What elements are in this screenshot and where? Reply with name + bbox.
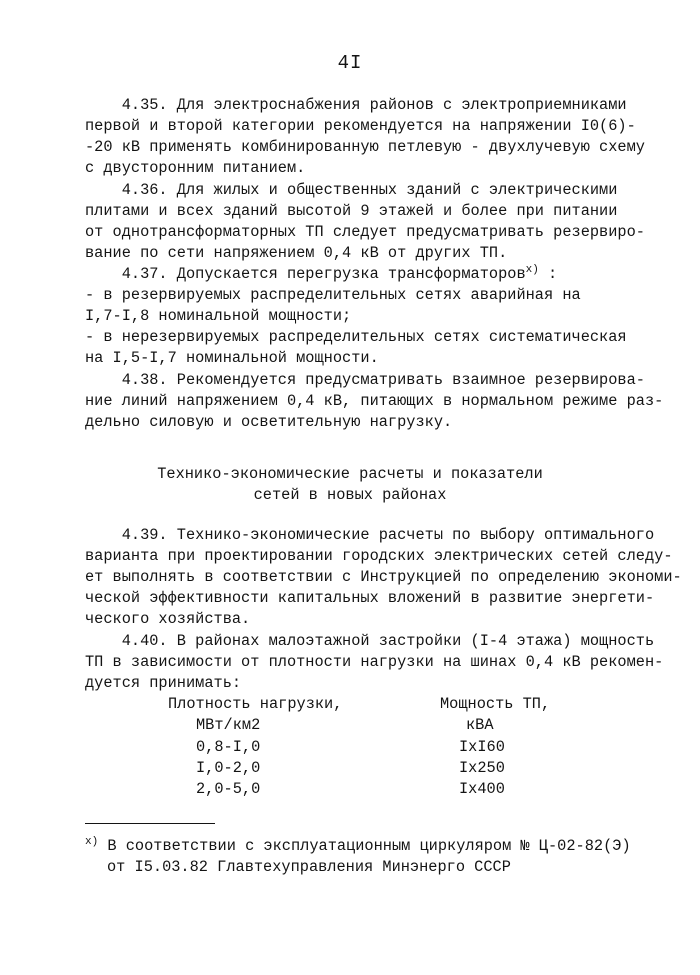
table-header-power-unit: кВА bbox=[466, 716, 494, 734]
p437-line-2: - в резервируемых распределительных сетях аварийная на bbox=[85, 286, 581, 304]
p439-line-3: ет выполнять в соответствии с Инструкцией по определению экономи- bbox=[85, 568, 682, 586]
p438-line-2: ние линий напряжением 0,4 кВ, питающих в нормальном режиме раз- bbox=[85, 392, 664, 410]
table-cell-density: I,0-2,0 bbox=[196, 759, 261, 777]
footnote-line-2: от I5.03.82 Главтехуправления Минэнерго СССР bbox=[107, 858, 511, 876]
p436-line-3: от однотрансформаторных ТП следует предусматривать резервиро- bbox=[85, 223, 645, 241]
p435-line-1: 4.35. Для электроснабжения районов с электроприемниками bbox=[85, 96, 627, 114]
p437-line-3: I,7-I,8 номинальной мощности; bbox=[85, 307, 352, 325]
p439-line-5: ческого хозяйства. bbox=[85, 610, 251, 628]
p436-line-4: вание по сети напряжением 0,4 кВ от других ТП. bbox=[85, 244, 508, 262]
p440-line-1: 4.40. В районах малоэтажной застройки (I-4 этажа) мощность bbox=[85, 632, 655, 650]
p439-line-1: 4.39. Технико-экономические расчеты по выбору оптимального bbox=[85, 526, 655, 544]
p435-line-4: с двусторонним питанием. bbox=[85, 159, 306, 177]
footnote-line-1 bbox=[85, 836, 631, 856]
p435-line-3: -20 кВ применять комбинированную петлевую - двухлучевую схему bbox=[85, 138, 645, 156]
p437-line-1 bbox=[85, 264, 557, 284]
table-cell-power: Iх400 bbox=[459, 780, 505, 798]
p438-line-1: 4.38. Рекомендуется предусматривать взаимное резервирова- bbox=[85, 371, 645, 389]
p439-line-4: ческой эффективности капитальных вложений в развитие энергети- bbox=[85, 589, 655, 607]
section-heading-line-2: сетей в новых районах bbox=[253, 486, 447, 504]
table-cell-power: Iх250 bbox=[459, 759, 505, 777]
footnote-ref-marker: x) bbox=[525, 264, 539, 276]
page-number: 4I bbox=[337, 52, 363, 74]
footnote-divider bbox=[85, 823, 215, 824]
p436-line-1: 4.36. Для жилых и общественных зданий с электрическими bbox=[85, 181, 618, 199]
table-cell-power: IхI60 bbox=[459, 738, 505, 756]
p439-line-2: варианта при проектировании городских электрических сетей следу- bbox=[85, 547, 673, 565]
table-header-density-unit: МВт/км2 bbox=[196, 716, 261, 734]
section-heading-line-1: Технико-экономические расчеты и показатели bbox=[157, 465, 543, 483]
p437-line-4: - в нерезервируемых распределительных сетях систематическая bbox=[85, 328, 627, 346]
table-header-power: Мощность ТП, bbox=[440, 695, 551, 713]
p440-line-3: дуется принимать: bbox=[85, 674, 242, 692]
p436-line-2: плитами и всех зданий высотой 9 этажей и более при питании bbox=[85, 202, 618, 220]
p435-line-2: первой и второй категории рекомендуется на напряжении I0(6)- bbox=[85, 117, 636, 135]
p438-line-3: дельно силовую и осветительную нагрузку. bbox=[85, 413, 453, 431]
p440-line-2: ТП в зависимости от плотности нагрузки на шинах 0,4 кВ рекомен- bbox=[85, 653, 664, 671]
footnote-text-1: В соответствии с эксплуатационным циркуляром № Ц-02-82(Э) bbox=[98, 837, 631, 855]
footnote-marker: x) bbox=[85, 836, 99, 848]
p437-text: 4.37. Допускается перегрузка трансформаторов bbox=[85, 265, 526, 283]
table-header-density: Плотность нагрузки, bbox=[168, 695, 343, 713]
p437-colon: : bbox=[538, 265, 558, 283]
table-cell-density: 0,8-I,0 bbox=[196, 738, 261, 756]
p437-line-5: на I,5-I,7 номинальной мощности. bbox=[85, 349, 379, 367]
table-cell-density: 2,0-5,0 bbox=[196, 780, 261, 798]
